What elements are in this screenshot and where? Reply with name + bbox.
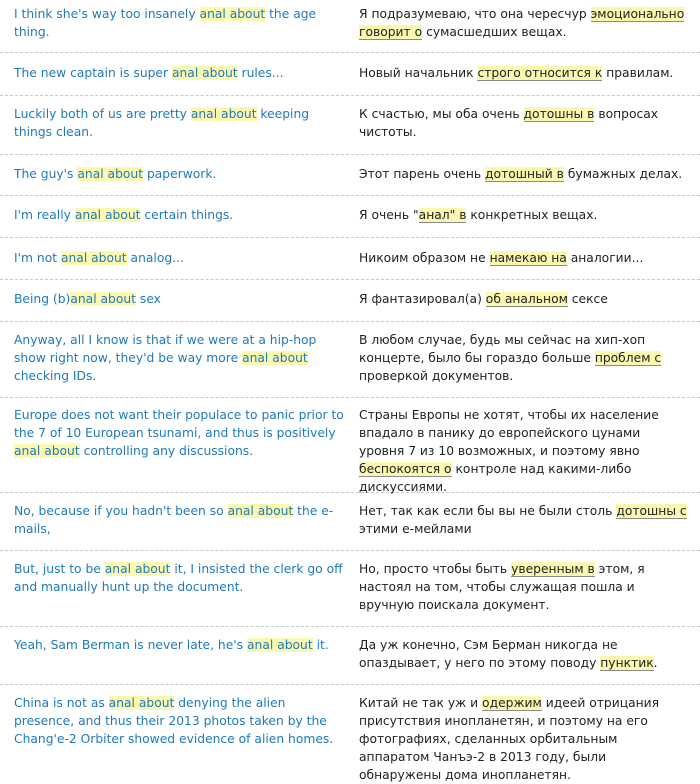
sentence-text: Этот парень очень	[359, 167, 486, 181]
english-sentence[interactable]	[14, 5, 344, 41]
sentence-text: Я очень "	[359, 208, 419, 222]
sentence-text: checking IDs.	[14, 369, 97, 383]
sentence-text: But, just to be	[14, 562, 105, 576]
russian-translation	[359, 560, 689, 614]
sentence-text: keeping things clean.	[14, 107, 310, 139]
english-sentence[interactable]	[14, 560, 344, 596]
highlighted-phrase: anal about	[171, 66, 238, 80]
highlighted-phrase: anal about	[227, 504, 294, 518]
highlighted-phrase: анал" в	[418, 208, 467, 222]
sentence-text: В любом случае, будь мы сейчас на хип-хоп концерте, было бы гораздо больше	[359, 333, 646, 365]
sentence-text: it, I insisted the clerk go off and manually hunt up the document.	[14, 562, 343, 594]
sentence-text: Никоим образом не	[359, 251, 490, 265]
highlighted-phrase: строго относится к	[477, 66, 603, 80]
sentence-text: No, because if you hadn't been so	[14, 504, 228, 518]
russian-translation	[359, 165, 689, 183]
highlighted-phrase: anal about	[108, 696, 175, 710]
example-row	[0, 96, 700, 155]
russian-translation	[359, 5, 689, 41]
sentence-text: the e-mails,	[14, 504, 334, 536]
sentence-text: проверкой документов.	[359, 369, 514, 383]
english-sentence[interactable]	[14, 105, 344, 141]
russian-translation	[359, 290, 689, 308]
sentence-text: Да уж конечно, Сэм Берман никогда не опаздывает, у него по этому поводу	[359, 638, 618, 670]
highlighted-phrase: anal about	[60, 251, 127, 265]
sentence-text: конкретных вещах.	[466, 208, 598, 222]
sentence-text: этими е-мейлами	[359, 522, 472, 536]
sentence-text: Китай не так уж и	[359, 696, 483, 710]
highlighted-phrase: об анальном	[485, 292, 568, 306]
sentence-text: Я фантазировал(а)	[359, 292, 486, 306]
sentence-text: Но, просто чтобы быть	[359, 562, 512, 576]
sentence-text: Europe does not want their populace to panic prior to the 7 of 10 European tsunami, and thus is positively	[14, 408, 344, 440]
sentence-text: Being (b)	[14, 292, 71, 306]
example-row	[0, 398, 700, 493]
highlighted-phrase: беспокоятся о	[359, 462, 452, 476]
english-sentence[interactable]	[14, 331, 344, 385]
russian-translation	[359, 249, 689, 267]
sentence-text: rules...	[237, 66, 284, 80]
sentence-text: analog...	[126, 251, 184, 265]
sentence-text: этом, я настоял на том, чтобы служащая пошла и вручную поискала документ.	[359, 562, 645, 612]
english-sentence[interactable]	[14, 636, 344, 654]
sentence-text: certain things.	[140, 208, 234, 222]
highlighted-phrase: anal about	[199, 7, 266, 21]
sentence-text: вопросах чистоты.	[359, 107, 659, 139]
sentence-text: Yeah, Sam Berman is never late, he's	[14, 638, 247, 652]
sentence-text: правилам.	[602, 66, 674, 80]
highlighted-phrase: anal about	[242, 351, 308, 365]
russian-translation	[359, 636, 689, 672]
sentence-text: сумасшедших вещах.	[422, 25, 567, 39]
highlighted-phrase: эмоционально говорит о	[359, 7, 685, 39]
example-row	[0, 53, 700, 96]
highlighted-phrase: anal about	[70, 292, 136, 306]
example-row	[0, 627, 700, 685]
highlighted-phrase: пунктик	[600, 656, 654, 670]
english-sentence[interactable]	[14, 206, 344, 224]
sentence-text: Я подразумеваю, что она чересчур	[359, 7, 591, 21]
sentence-text: Страны Европы не хотят, чтобы их население впадало в панику до европейского цунами уровня 7 из 10 возможных, и поэтому явно	[359, 408, 659, 458]
example-row	[0, 322, 700, 398]
highlighted-phrase: дотошны с	[616, 504, 687, 518]
russian-translation	[359, 694, 689, 784]
sentence-text: бумажных делах.	[563, 167, 683, 181]
russian-translation	[359, 406, 689, 496]
highlighted-phrase: anal about	[74, 208, 141, 222]
sentence-text: I think she's way too insanely	[14, 7, 200, 21]
highlighted-phrase: anal about	[190, 107, 257, 121]
sentence-text: The guy's	[14, 167, 78, 181]
example-row	[0, 238, 700, 280]
sentence-text: sex	[136, 292, 161, 306]
example-row	[0, 0, 700, 53]
sentence-text: контроле над какими-либо дискуссиями.	[359, 462, 632, 494]
sentence-text: идеей отрицания присутствия инопланетян, и поэтому на его фотографиях, сделанных орбитальным аппаратом Чанъэ-2 в 2013 году, были обнаружены дома инопланетян.	[359, 696, 660, 782]
highlighted-phrase: одержим	[482, 696, 542, 710]
russian-translation	[359, 105, 689, 141]
english-sentence[interactable]	[14, 290, 344, 308]
english-sentence[interactable]	[14, 64, 344, 82]
example-row	[0, 551, 700, 627]
sentence-text: controlling any discussions.	[79, 444, 254, 458]
russian-translation	[359, 206, 689, 224]
sentence-text: Новый начальник	[359, 66, 478, 80]
highlighted-phrase: anal about	[14, 444, 80, 458]
sentence-text: it.	[312, 638, 329, 652]
example-row	[0, 155, 700, 196]
sentence-text: I'm really	[14, 208, 75, 222]
example-row	[0, 196, 700, 238]
example-row	[0, 493, 700, 551]
sentence-text: denying the alien presence, and thus their 2013 photos taken by the Chang'e-2 Orbiter showed evidence of alien homes.	[14, 696, 334, 746]
sentence-text: .	[653, 656, 658, 670]
highlighted-phrase: проблем с	[594, 351, 662, 365]
sentence-text: К счастью, мы оба очень	[359, 107, 524, 121]
highlighted-phrase: намекаю на	[489, 251, 567, 265]
russian-translation	[359, 502, 689, 538]
english-sentence[interactable]	[14, 502, 344, 538]
highlighted-phrase: дотошны в	[523, 107, 595, 121]
sentence-text: аналогии...	[566, 251, 644, 265]
sentence-text: China is not as	[14, 696, 109, 710]
english-sentence[interactable]	[14, 165, 344, 183]
highlighted-phrase: дотошный в	[485, 167, 564, 181]
sentence-text: Luckily both of us are pretty	[14, 107, 191, 121]
example-row	[0, 685, 700, 781]
russian-translation	[359, 331, 689, 385]
highlighted-phrase: anal about	[247, 638, 313, 652]
sentence-text: the age thing.	[14, 7, 317, 39]
russian-translation	[359, 64, 689, 82]
sentence-text: Нет, так как если бы вы не были столь	[359, 504, 617, 518]
english-sentence[interactable]	[14, 406, 344, 460]
sentence-text: paperwork.	[143, 167, 217, 181]
english-sentence[interactable]	[14, 249, 344, 267]
english-sentence[interactable]	[14, 694, 344, 748]
example-row	[0, 280, 700, 322]
highlighted-phrase: anal about	[104, 562, 171, 576]
sentence-text: The new captain is super	[14, 66, 172, 80]
sentence-text: сексе	[567, 292, 608, 306]
highlighted-phrase: уверенным в	[511, 562, 595, 576]
sentence-text: Anyway, all I know is that if we were at a hip-hop show right now, they'd be way more	[14, 333, 317, 365]
highlighted-phrase: anal about	[77, 167, 144, 181]
sentence-text: I'm not	[14, 251, 61, 265]
